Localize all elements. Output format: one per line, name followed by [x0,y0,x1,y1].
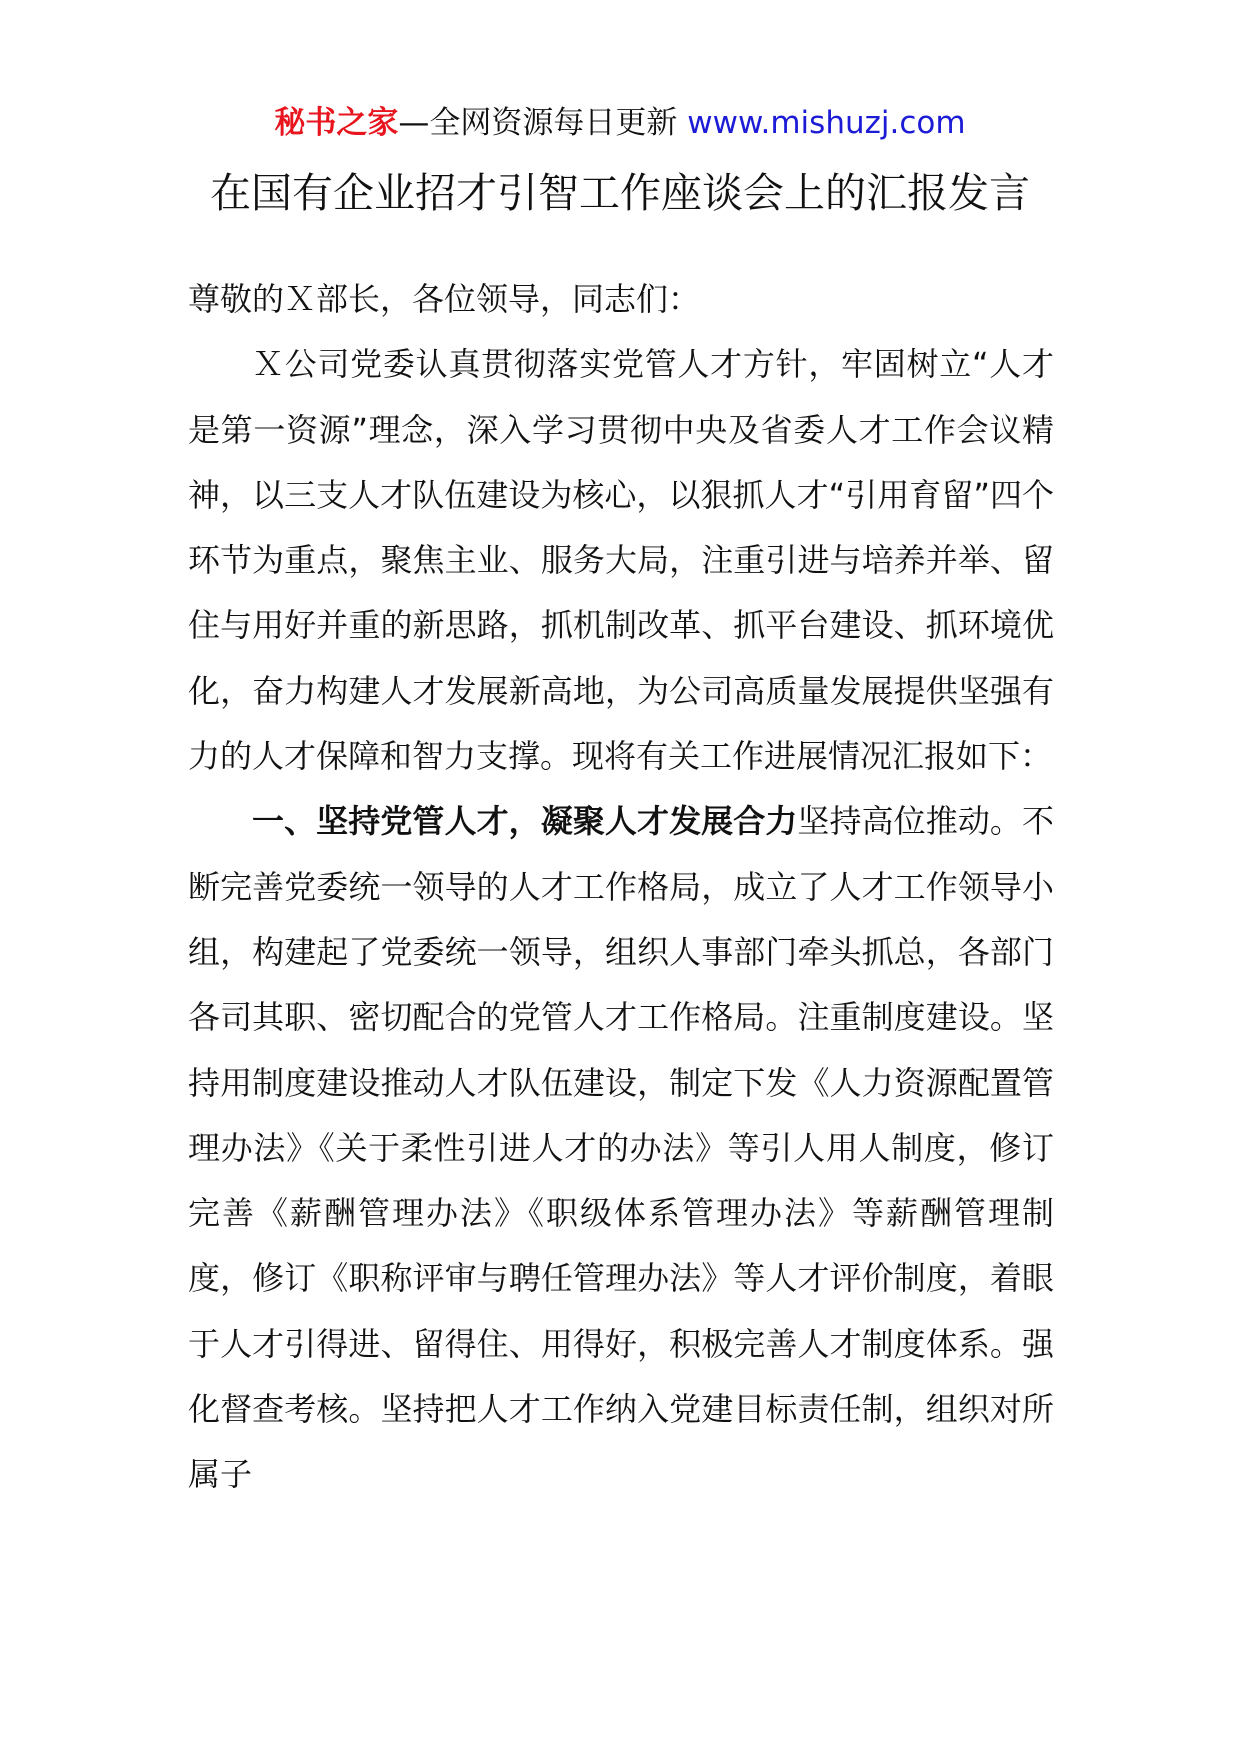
intro-paragraph: Ｘ公司党委认真贯彻落实党管人才方针，牢固树立“人才是第一资源”理念，深入学习贯彻中央及省委人才工作会议精神，以三支人才队伍建设为核心，以狠抓人才“引用育留”四个环节为重点，聚焦主业、服务大局，注重引进与培养并举、留住与用好并重的新思路，抓机制改革、抓平台建设、抓环境优化，奋力构建人才发展新高地，为公司高质量发展提供坚强有力的人才保障和智力支撑。现将有关工作进展情况汇报如下： [188,345,1054,776]
document-title: 在国有企业招才引智工作座谈会上的汇报发言 [210,169,1030,217]
section-1-paragraph [188,789,1054,1507]
site-url-link[interactable]: www.mishuzj.com [687,105,966,141]
salutation: 尊敬的Ｘ部长，各位领导，同志们： [188,280,701,318]
section-1-body: 坚持高位推动。不断完善党委统一领导的人才工作格局，成立了人才工作领导小组，构建起了党委统一领导，组织人事部门牵头抓总，各部门各司其职、密切配合的党管人才工作格局。注重制度建设。坚持用制度建设推动人才队伍建设，制定下发《人力资源配置管理办法》《关于柔性引进人才的办法》等引人用人制度，修订完善《薪酬管理办法》《职级体系管理办法》等薪酬管理制度，修订《职称评审与聘任管理办法》等人才评价制度，着眼于人才引得进、留得住、用得好，积极完善人才制度体系。强化督查考核。坚持把人才工作纳入党建目标责任制，组织对所属子 [188,802,1054,1494]
site-brand: 秘书之家 [274,105,399,141]
document-body [188,267,1054,1508]
site-tagline: —全网资源每日更新 [398,105,688,141]
section-1-heading: 一、坚持党管人才，凝聚人才发展合力 [252,802,798,841]
site-header [0,100,1240,146]
